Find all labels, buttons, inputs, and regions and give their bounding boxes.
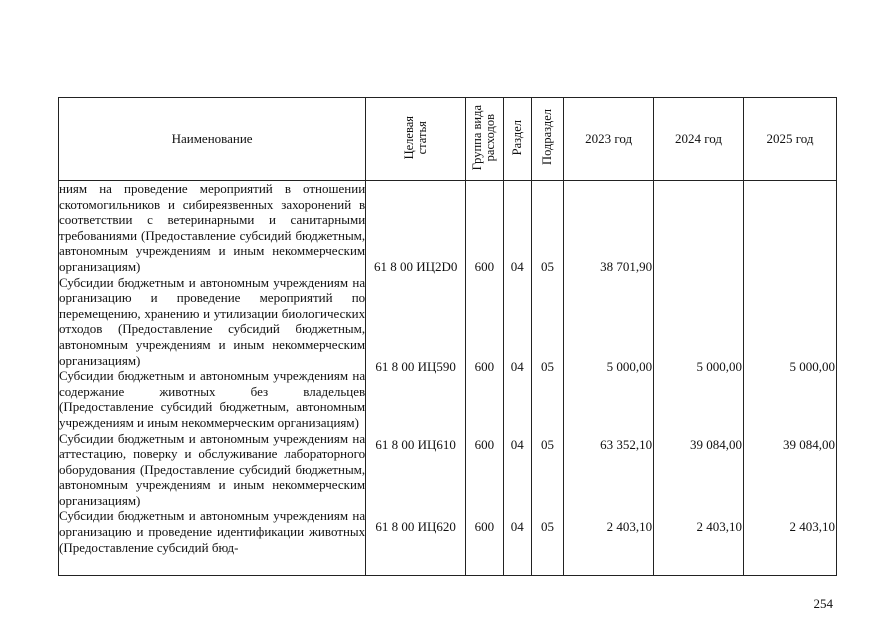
header-2023: 2023 год xyxy=(564,98,654,181)
row-section: 04 xyxy=(510,259,524,274)
row-section: 04 xyxy=(510,437,524,452)
row-name: Субсидии бюджетным и автономным учреждениям на содержание животных без владельцев (Предоставление субсидий бюджетным, автономным учреждениям и иным некоммерческим организациям) xyxy=(59,368,366,430)
row-subsection: 05 xyxy=(540,437,554,452)
row-2023-value: 38 701,90 xyxy=(600,259,653,274)
row-code: 61 8 00 ИЦ610 xyxy=(375,437,456,452)
header-2024: 2024 год xyxy=(654,98,744,181)
row-2025-value: 5 000,00 xyxy=(789,359,835,374)
row-2024-value: 5 000,00 xyxy=(696,359,742,374)
subsection-column xyxy=(531,181,563,576)
row-name: ниям на проведение мероприятий в отношении скотомогильников и сибиреязвенных захоронений в соответствии с ветеринарными и санитарными требованиями (Предоставление субсидий бюджетным, автономным учреждениям и иным некоммерческим организациям) xyxy=(59,181,366,274)
row-code: 61 8 00 ИЦ590 xyxy=(375,359,456,374)
row-subsection: 05 xyxy=(540,359,554,374)
table-header-row xyxy=(59,98,837,181)
row-group: 600 xyxy=(474,519,495,534)
row-group: 600 xyxy=(474,259,495,274)
row-2025-value: 2 403,10 xyxy=(789,519,835,534)
row-group: 600 xyxy=(474,359,495,374)
code-column xyxy=(366,181,466,576)
row-2025-value: 39 084,00 xyxy=(783,437,835,452)
year-2025-column xyxy=(744,181,837,576)
row-2024-value: 2 403,10 xyxy=(696,519,742,534)
header-target-article: Целевая статья xyxy=(366,98,466,181)
year-2023-column xyxy=(564,181,654,576)
row-2024-value: 39 084,00 xyxy=(690,437,742,452)
row-group: 600 xyxy=(474,437,495,452)
page-number: 254 xyxy=(813,596,833,611)
group-column xyxy=(466,181,503,576)
header-subsection: Подраздел xyxy=(531,98,563,181)
header-expense-group: Группа вида расходов xyxy=(466,98,503,181)
header-section: Раздел xyxy=(503,98,531,181)
row-section: 04 xyxy=(510,519,524,534)
row-name: Субсидии бюджетным и автономным учреждениям на аттестацию, поверку и обслуживание лабораторного оборудования (Предоставление субсидий бюджетным, автономным учреждениям и иным некоммерческим организациям) xyxy=(59,430,366,508)
header-2025: 2025 год xyxy=(744,98,837,181)
row-code: 61 8 00 ИЦ620 xyxy=(375,519,456,534)
row-section: 04 xyxy=(510,359,524,374)
name-column xyxy=(59,181,366,576)
row-name: Субсидии бюджетным и автономным учреждениям на организацию и проведение идентификации животных (Предоставление субсидий бюд- xyxy=(59,508,366,555)
row-code: 61 8 00 ИЦ2D0 xyxy=(373,259,458,274)
row-subsection: 05 xyxy=(540,259,554,274)
row-2023-value: 63 352,10 xyxy=(600,437,653,452)
table-body-row xyxy=(59,181,837,576)
row-subsection: 05 xyxy=(540,519,554,534)
budget-table xyxy=(58,97,837,576)
row-name: Субсидии бюджетным и автономным учреждениям на организацию и проведение мероприятий по перемещению, хранению и утилизации биологических отходов (Предоставление субсидий бюджетным, автономным учреждениям и иным некоммерческим организациям) xyxy=(59,274,366,368)
header-name: Наименование xyxy=(59,98,366,181)
year-2024-column xyxy=(654,181,744,576)
row-2023-value: 2 403,10 xyxy=(606,519,653,534)
row-2023-value: 5 000,00 xyxy=(606,359,653,374)
section-column xyxy=(503,181,531,576)
